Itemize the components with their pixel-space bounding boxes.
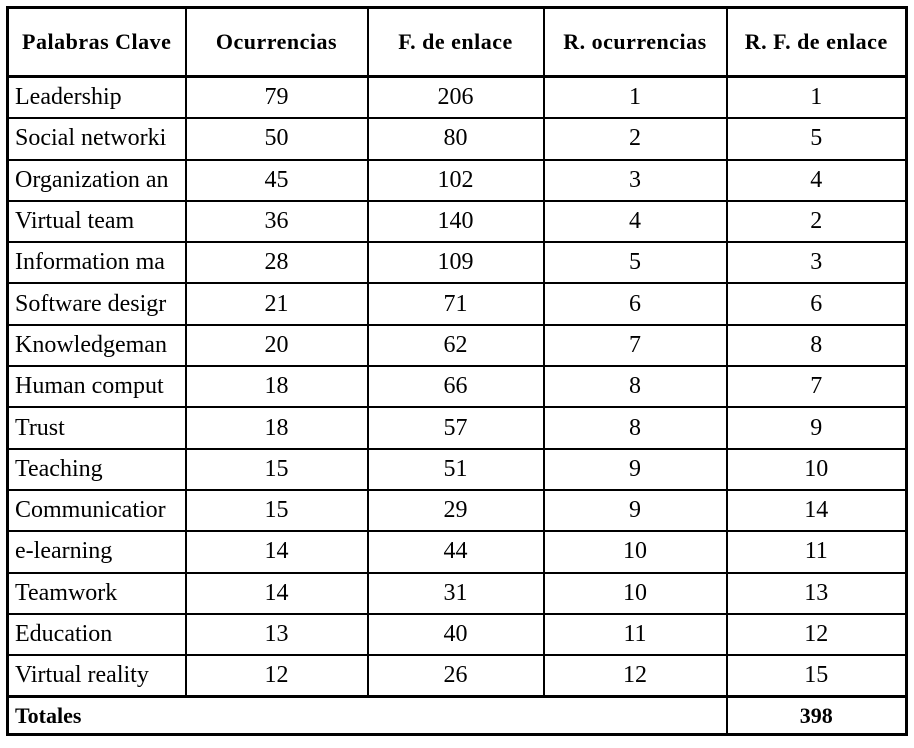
table-row bbox=[8, 531, 907, 572]
r-f-enlace-cell: 14 bbox=[727, 490, 907, 531]
keyword-cell: Software desigr bbox=[8, 283, 186, 324]
r-f-enlace-cell: 5 bbox=[727, 118, 907, 159]
keyword-cell: Trust bbox=[8, 407, 186, 448]
ocurrencias-cell: 20 bbox=[186, 325, 368, 366]
r-ocurrencias-cell: 4 bbox=[544, 201, 727, 242]
r-ocurrencias-cell: 8 bbox=[544, 366, 727, 407]
keyword-cell: Social networki bbox=[8, 118, 186, 159]
keyword-cell: Leadership bbox=[8, 77, 186, 119]
table-row bbox=[8, 160, 907, 201]
keyword-cell: Virtual team bbox=[8, 201, 186, 242]
ocurrencias-cell: 18 bbox=[186, 366, 368, 407]
f-enlace-cell: 62 bbox=[368, 325, 544, 366]
f-enlace-cell: 71 bbox=[368, 283, 544, 324]
keyword-cell: Teamwork bbox=[8, 573, 186, 614]
r-f-enlace-cell: 1 bbox=[727, 77, 907, 119]
ocurrencias-cell: 15 bbox=[186, 490, 368, 531]
r-f-enlace-cell: 6 bbox=[727, 283, 907, 324]
table-row bbox=[8, 242, 907, 283]
f-enlace-cell: 206 bbox=[368, 77, 544, 119]
f-enlace-cell: 57 bbox=[368, 407, 544, 448]
table-row bbox=[8, 366, 907, 407]
r-f-enlace-cell: 2 bbox=[727, 201, 907, 242]
ocurrencias-cell: 50 bbox=[186, 118, 368, 159]
header-row bbox=[8, 8, 907, 77]
table-row bbox=[8, 573, 907, 614]
r-ocurrencias-cell: 7 bbox=[544, 325, 727, 366]
r-f-enlace-cell: 4 bbox=[727, 160, 907, 201]
r-f-enlace-cell: 7 bbox=[727, 366, 907, 407]
keyword-cell: Communicatior bbox=[8, 490, 186, 531]
header-palabras-clave: Palabras Clave bbox=[8, 8, 186, 77]
r-ocurrencias-cell: 11 bbox=[544, 614, 727, 655]
f-enlace-cell: 66 bbox=[368, 366, 544, 407]
ocurrencias-cell: 15 bbox=[186, 449, 368, 490]
r-f-enlace-cell: 8 bbox=[727, 325, 907, 366]
keyword-cell: Organization an bbox=[8, 160, 186, 201]
r-f-enlace-cell: 12 bbox=[727, 614, 907, 655]
ocurrencias-cell: 14 bbox=[186, 531, 368, 572]
f-enlace-cell: 51 bbox=[368, 449, 544, 490]
f-enlace-cell: 44 bbox=[368, 531, 544, 572]
r-ocurrencias-cell: 2 bbox=[544, 118, 727, 159]
keyword-cell: Human comput bbox=[8, 366, 186, 407]
r-f-enlace-cell: 10 bbox=[727, 449, 907, 490]
f-enlace-cell: 40 bbox=[368, 614, 544, 655]
f-enlace-cell: 26 bbox=[368, 655, 544, 697]
totals-label: Totales bbox=[8, 697, 727, 735]
keyword-cell: Education bbox=[8, 614, 186, 655]
table-row bbox=[8, 490, 907, 531]
table-row bbox=[8, 325, 907, 366]
r-f-enlace-cell: 3 bbox=[727, 242, 907, 283]
ocurrencias-cell: 13 bbox=[186, 614, 368, 655]
r-ocurrencias-cell: 9 bbox=[544, 449, 727, 490]
table-row bbox=[8, 614, 907, 655]
f-enlace-cell: 102 bbox=[368, 160, 544, 201]
table-row bbox=[8, 407, 907, 448]
ocurrencias-cell: 79 bbox=[186, 77, 368, 119]
f-enlace-cell: 140 bbox=[368, 201, 544, 242]
table-row bbox=[8, 283, 907, 324]
r-f-enlace-cell: 11 bbox=[727, 531, 907, 572]
r-ocurrencias-cell: 5 bbox=[544, 242, 727, 283]
f-enlace-cell: 31 bbox=[368, 573, 544, 614]
ocurrencias-cell: 12 bbox=[186, 655, 368, 697]
keyword-cell: Knowledgeman bbox=[8, 325, 186, 366]
ocurrencias-cell: 36 bbox=[186, 201, 368, 242]
ocurrencias-cell: 18 bbox=[186, 407, 368, 448]
r-ocurrencias-cell: 6 bbox=[544, 283, 727, 324]
r-ocurrencias-cell: 3 bbox=[544, 160, 727, 201]
table-row bbox=[8, 77, 907, 119]
ocurrencias-cell: 14 bbox=[186, 573, 368, 614]
r-ocurrencias-cell: 10 bbox=[544, 573, 727, 614]
r-ocurrencias-cell: 10 bbox=[544, 531, 727, 572]
r-ocurrencias-cell: 9 bbox=[544, 490, 727, 531]
header-f-de-enlace: F. de enlace bbox=[368, 8, 544, 77]
keyword-cell: e-learning bbox=[8, 531, 186, 572]
keyword-cell: Teaching bbox=[8, 449, 186, 490]
totals-row bbox=[8, 697, 907, 735]
ocurrencias-cell: 45 bbox=[186, 160, 368, 201]
table-row bbox=[8, 655, 907, 697]
totals-value: 398 bbox=[727, 697, 907, 735]
table-row bbox=[8, 201, 907, 242]
table-row bbox=[8, 449, 907, 490]
header-r-f-de-enlace: R. F. de enlace bbox=[727, 8, 907, 77]
keyword-cell: Information ma bbox=[8, 242, 186, 283]
keywords-table bbox=[6, 6, 908, 736]
header-r-ocurrencias: R. ocurrencias bbox=[544, 8, 727, 77]
r-ocurrencias-cell: 12 bbox=[544, 655, 727, 697]
f-enlace-cell: 109 bbox=[368, 242, 544, 283]
table-row bbox=[8, 118, 907, 159]
r-ocurrencias-cell: 8 bbox=[544, 407, 727, 448]
f-enlace-cell: 80 bbox=[368, 118, 544, 159]
header-ocurrencias: Ocurrencias bbox=[186, 8, 368, 77]
r-f-enlace-cell: 9 bbox=[727, 407, 907, 448]
keyword-cell: Virtual reality bbox=[8, 655, 186, 697]
r-f-enlace-cell: 13 bbox=[727, 573, 907, 614]
r-ocurrencias-cell: 1 bbox=[544, 77, 727, 119]
f-enlace-cell: 29 bbox=[368, 490, 544, 531]
r-f-enlace-cell: 15 bbox=[727, 655, 907, 697]
ocurrencias-cell: 21 bbox=[186, 283, 368, 324]
ocurrencias-cell: 28 bbox=[186, 242, 368, 283]
